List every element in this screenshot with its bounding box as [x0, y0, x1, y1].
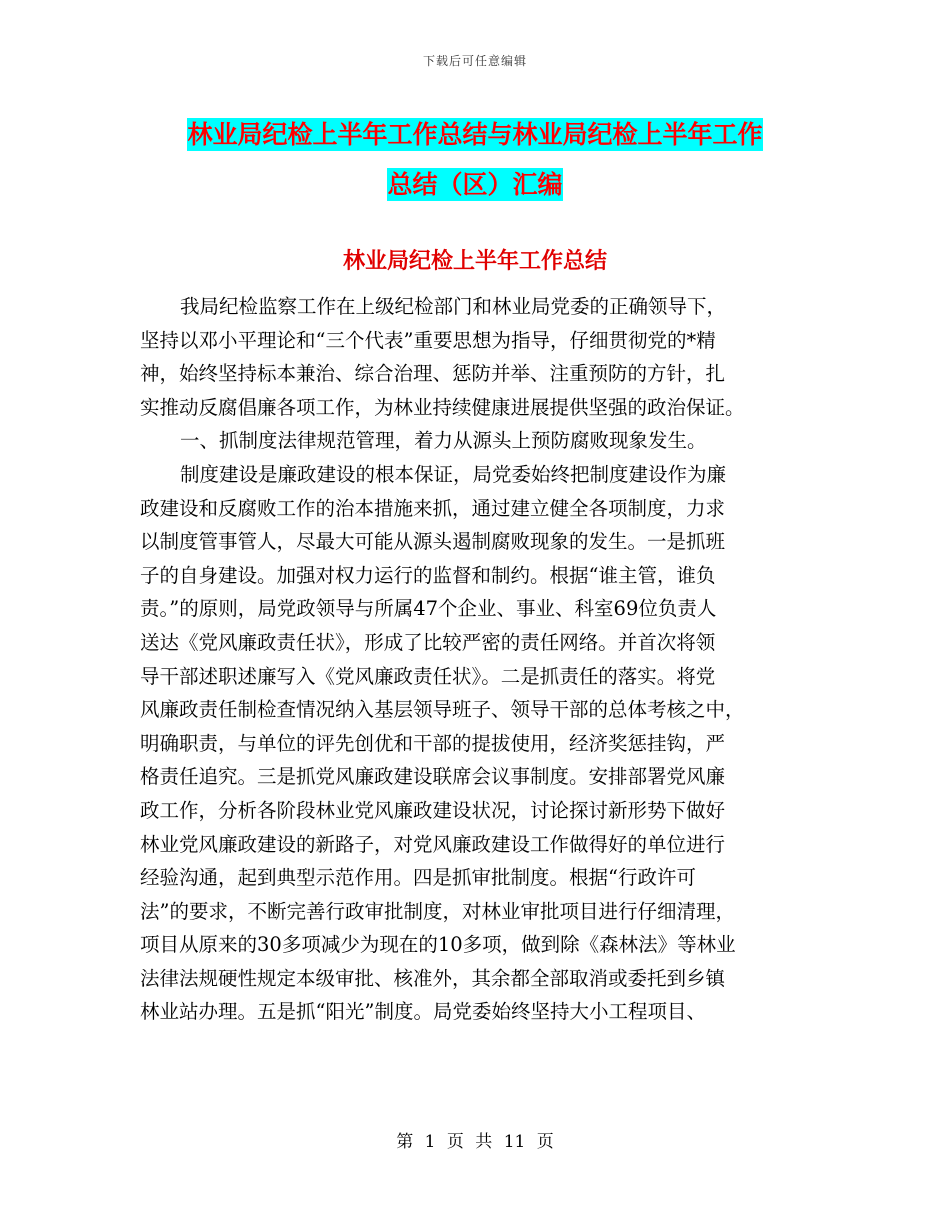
paragraph-line: 项目从原来的30多项减少为现在的10多项，做到除《森林法》等林业: [140, 933, 736, 957]
paragraph-line: 送达《党风廉政责任状》，形成了比较严密的责任网络。并首次将领: [140, 630, 716, 654]
section-title: 林业局纪检上半年工作总结: [342, 249, 607, 274]
paragraph-line: 导干部述职述廉写入《党风廉政责任状》。二是抓责任的落实。将党: [140, 664, 716, 688]
paragraph-line: 实推动反腐倡廉各项工作，为林业持续健康进展提供坚强的政治保证。: [140, 395, 745, 419]
paragraph-line: 明确职责，与单位的评先创优和干部的提拔使用，经济奖惩挂钩，严: [140, 731, 726, 755]
paragraph-line: 以制度管事管人，尽最大可能从源头遏制腐败现象的发生。一是抓班: [140, 530, 726, 554]
body-text: [140, 290, 820, 1029]
paragraph-line: 经验沟通，起到典型示范作用。四是抓审批制度。根据“行政许可: [140, 866, 696, 890]
header-note: 下载后可任意编辑: [422, 54, 527, 68]
paragraph-line: 神，始终坚持标本兼治、综合治理、惩防并举、注重预防的方针，扎: [140, 362, 726, 386]
section-heading-line: 一、抓制度法律规范管理，着力从源头上预防腐败现象发生。: [180, 429, 707, 453]
paragraph-line: 风廉政责任制检查情况纳入基层领导班子、领导干部的总体考核之中，: [140, 698, 745, 722]
paragraph-line: 法”的要求，不断完善行政审批制度，对林业审批项目进行仔细清理，: [140, 899, 735, 923]
paragraph-line: 政建设和反腐败工作的治本措施来抓，通过建立健全各项制度，力求: [140, 496, 726, 520]
document-title-line-1: 林业局纪检上半年工作总结与林业局纪检上半年工作: [187, 120, 763, 149]
paragraph-line: 格责任追究。三是抓党风廉政建设联席会议事制度。安排部署党风廉: [140, 765, 726, 789]
paragraph-line: 我局纪检监察工作在上级纪检部门和林业局党委的正确领导下，: [180, 295, 727, 318]
paragraph-line: 制度建设是廉政建设的根本保证，局党委始终把制度建设作为廉: [180, 462, 727, 486]
paragraph-line: 子的自身建设。加强对权力运行的监督和制约。根据“谁主管，谁负: [140, 563, 716, 587]
document-title: [140, 110, 810, 210]
document-title-line-2: 总结（区）汇编: [387, 170, 563, 199]
paragraph-line: 责。”的原则，局党政领导与所属47个企业、事业、科室69位负责人: [140, 597, 717, 621]
paragraph-line: 政工作，分析各阶段林业党风廉政建设状况，讨论探讨新形势下做好: [140, 798, 726, 822]
paragraph-line: 法律法规硬性规定本级审批、核准外，其余都全部取消或委托到乡镇: [140, 966, 726, 990]
page-number-footer: 第 1 页 共 11 页: [396, 1132, 554, 1152]
paragraph-line: 林业党风廉政建设的新路子，对党风廉政建设工作做得好的单位进行: [140, 832, 726, 856]
paragraph-line: 坚持以邓小平理论和“三个代表”重要思想为指导，仔细贯彻党的*精: [140, 328, 716, 352]
paragraph-line: 林业站办理。五是抓“阳光”制度。局党委始终坚持大小工程项目、: [140, 1000, 706, 1024]
